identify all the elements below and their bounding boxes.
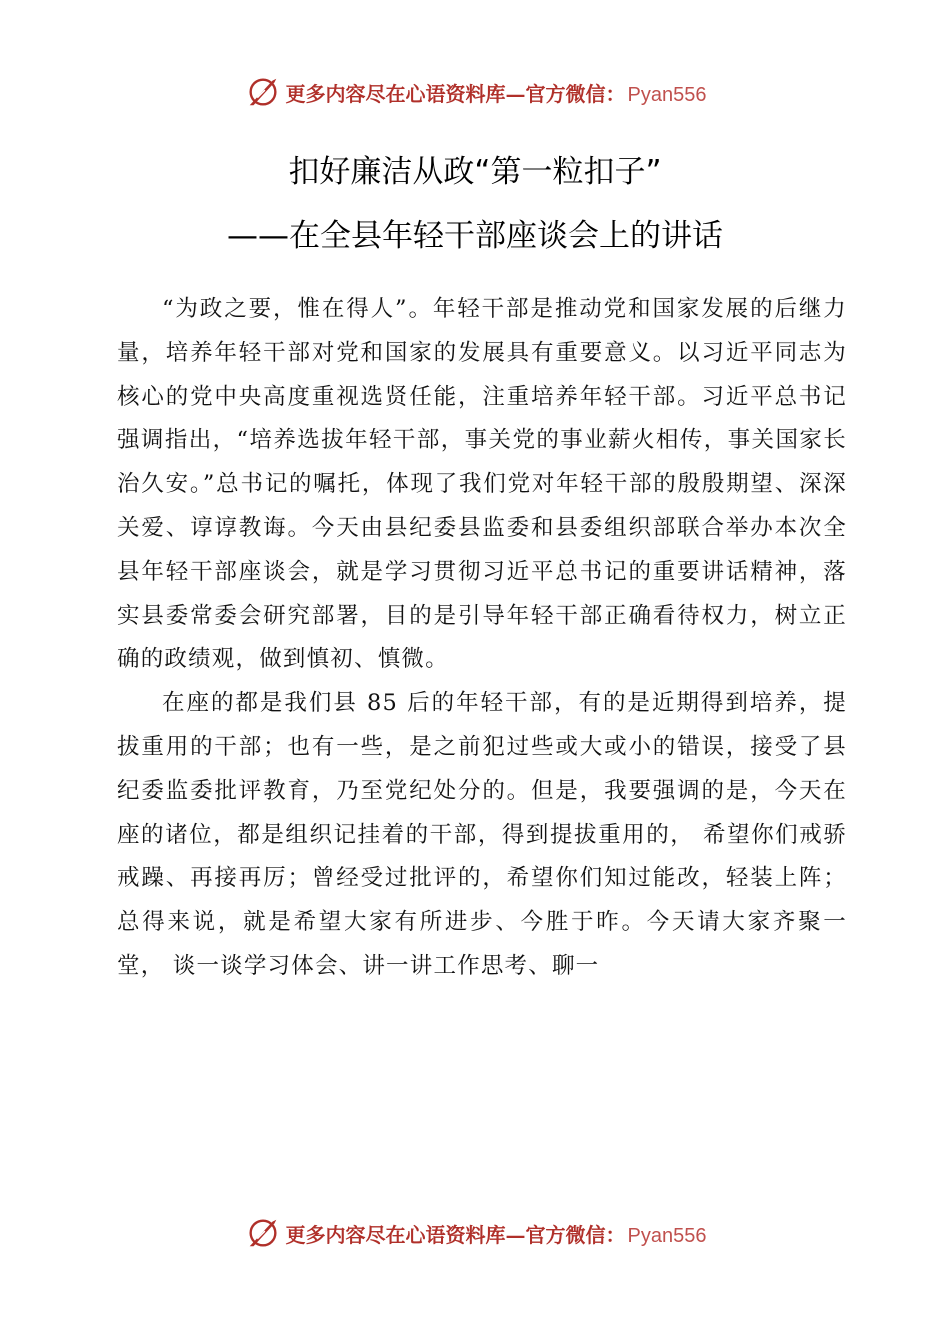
watermark-handle: Pyan556 xyxy=(627,1224,707,1247)
page-title: 扣好廉洁从政“第一粒扣子” xyxy=(288,154,662,190)
quill-pen-icon xyxy=(244,73,282,111)
footer-watermark xyxy=(0,1211,950,1255)
header-watermark xyxy=(0,70,950,114)
watermark-handle: Pyan556 xyxy=(627,83,707,106)
watermark-text: 更多内容尽在心语资料库—官方微信： Pyan556 xyxy=(285,1222,707,1247)
page-subtitle: ——在全县年轻干部座谈会上的讲话 xyxy=(227,218,723,254)
document-title xyxy=(0,150,950,258)
paragraph: 在座的都是我们县 85 后的年轻干部，有的是近期得到培养，提拔重用的干部；也有一些，是之前犯过些或大或小的错误，接受了县纪委监委批评教育，乃至党纪处分的。但是，我要强调的是，今天在座的诸位，都是组织记挂着的干部，得到提拔重用的， 希望你们戒骄戒躁、再接再厉；曾经受过批评的，希望你们知过能改，轻装上阵；总得来说，就是希望大家有所进步、今胜于昨。今天请大家齐聚一堂， 谈一谈学习体会、讲一讲工作思考、聊一 xyxy=(117,690,847,979)
quill-pen-icon xyxy=(244,1214,282,1252)
watermark-text: 更多内容尽在心语资料库—官方微信： Pyan556 xyxy=(285,81,707,106)
document-body xyxy=(117,288,847,989)
paragraph: “为政之要，惟在得人”。年轻干部是推动党和国家发展的后继力量，培养年轻干部对党和国家的发展具有重要意义。以习近平同志为核心的党中央高度重视选贤任能，注重培养年轻干部。习近平总书记强调指出，“培养选拔年轻干部，事关党的事业薪火相传，事关国家长治久安。”总书记的嘱托，体现了我们党对年轻干部的殷殷期望、深深关爱、谆谆教诲。今天由县纪委县监委和县委组织部联合举办本次全县年轻干部座谈会，就是学习贯彻习近平总书记的重要讲话精神，落实县委常委会研究部署，目的是引导年轻干部正确看待权力，树立正确的政绩观，做到慎初、慎微。 xyxy=(117,296,847,673)
